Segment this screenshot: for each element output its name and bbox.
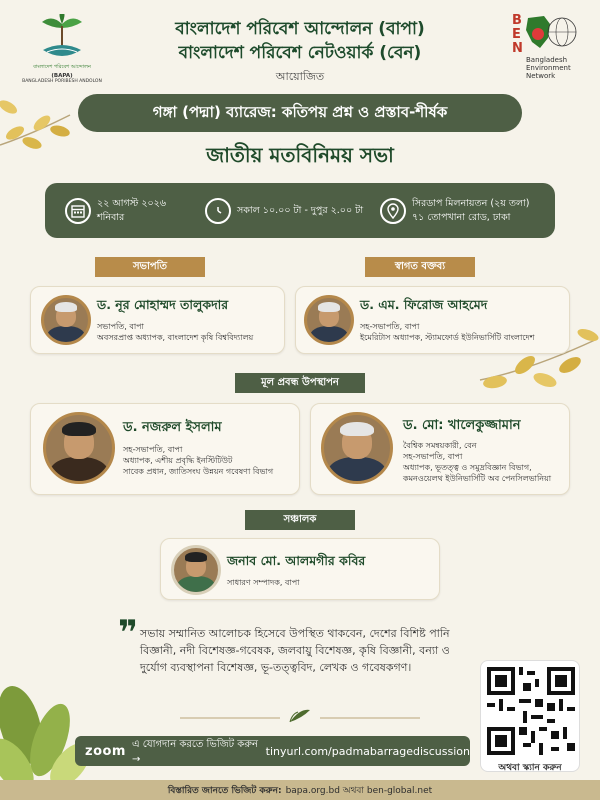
ben-logo xyxy=(510,12,590,80)
org-line-ben: বাংলাদেশ পরিবেশ নেটওয়ার্ক (বেন) xyxy=(178,43,422,63)
calendar-icon xyxy=(65,198,91,224)
clock-icon xyxy=(205,198,231,224)
keynote-speaker-1-photo xyxy=(43,412,115,484)
keynote-card-1 xyxy=(30,403,300,495)
keynote-speaker-2-role-1: বৈশ্বিক সমন্বয়কারী, বেন xyxy=(403,441,477,450)
chair-card xyxy=(30,286,285,354)
event-subtitle: জাতীয় মতবিনিময় সভা xyxy=(206,143,394,167)
event-title-bar xyxy=(78,94,522,132)
keynote-label: মূল প্রবন্ধ উপস্থাপন xyxy=(261,376,339,388)
leaf-divider-icon xyxy=(180,706,420,726)
event-date: ২২ আগস্ট ২০২৬ xyxy=(97,197,167,209)
keynote-speaker-2-photo xyxy=(321,412,393,484)
welcome-speaker-photo xyxy=(304,295,354,345)
event-address: ৭১ তোপখানা রোড, ঢাকা xyxy=(412,211,511,223)
bapa-logo-caption: (BAPA) xyxy=(51,73,73,79)
chair-name: ড. নূর মোহাম্মদ তালুকদার xyxy=(97,297,229,312)
moderator-role: সাধারণ সম্পাদক, বাপা xyxy=(227,578,300,587)
moderator-label: সঞ্চালক xyxy=(283,513,317,525)
welcome-label: স্বাগত বক্তব্য xyxy=(394,260,446,272)
keynote-ribbon xyxy=(235,373,365,393)
welcome-ribbon xyxy=(365,257,475,277)
event-time: সকাল ১০.০০ টা - দুপুর ২.০০ টা xyxy=(237,204,364,216)
keynote-card-2 xyxy=(310,403,570,495)
moderator-name: জনাব মো. আলমগীর কবির xyxy=(227,553,366,568)
location-pin-icon xyxy=(380,198,406,224)
chair-ribbon xyxy=(95,257,205,277)
decorative-leaves-top-left xyxy=(0,95,80,165)
ben-logo-text: Bangladesh Environment Network xyxy=(526,56,571,80)
moderator-ribbon xyxy=(245,510,355,530)
ben-letter-n: N xyxy=(512,41,523,56)
chair-role-2: অবসরপ্রাপ্ত অধ্যাপক, বাংলাদেশ কৃষি বিশ্ববিদ্যালয় xyxy=(97,333,254,342)
footer-label: বিস্তারিত জানতে ভিজিট করুন: xyxy=(167,785,282,796)
moderator-card xyxy=(160,538,440,600)
moderator-photo xyxy=(171,545,221,595)
keynote-speaker-2-role-3: অধ্যাপক, ভূতত্ত্ব ও সমুদ্রবিজ্ঞান বিভাগ, xyxy=(403,463,532,472)
zoom-join-bar[interactable] xyxy=(75,736,470,766)
date-block xyxy=(45,183,205,238)
footer-links[interactable]: bapa.org.bd অথবা ben-global.net xyxy=(285,785,433,796)
welcome-card xyxy=(295,286,570,354)
invitation-text: সভায় সম্মানিত আলোচক হিসেবে উপস্থিত থাকবেন, দেশের বিশিষ্ট পানি বিজ্ঞানী, নদী বিশেষজ্ঞ-গবেষক, জলবায়ু বিশেষজ্ঞ, কৃষি বিজ্ঞানী, বন্যা ও দুর্যোগ ব্যবস্থাপনা বিশেষজ্ঞ, ভূ-তত্ত্ববিদ, লেখক ও গবেষকগণ। xyxy=(140,627,450,674)
org-line-bapa: বাংলাদেশ পরিবেশ আন্দোলন (বাপা) xyxy=(175,19,425,39)
ben-letter-e: E xyxy=(512,27,521,42)
footer-bar xyxy=(0,780,600,800)
keynote-speaker-2-role-2: সহ-সভাপতি, বাপা xyxy=(403,452,463,461)
chair-role-1: সভাপতি, বাপা xyxy=(97,322,144,331)
keynote-speaker-1-name: ড. নজরুল ইসলাম xyxy=(123,420,222,435)
zoom-instruction: এ যোগদান করতে ভিজিট করুন → xyxy=(131,739,258,765)
welcome-speaker-role-1: সহ-সভাপতি, বাপা xyxy=(360,322,420,331)
welcome-speaker-name: ড. এম. ফিরোজ আহমেদ xyxy=(360,297,488,312)
bapa-logo xyxy=(22,14,102,84)
zoom-link[interactable]: tinyurl.com/padmabarragediscussion xyxy=(265,744,470,758)
qr-code-icon xyxy=(487,667,575,755)
time-block xyxy=(205,183,380,238)
venue-block xyxy=(380,183,555,238)
decorative-leaves-bottom-left xyxy=(0,655,90,785)
event-info-bar xyxy=(45,183,555,238)
qr-code-box[interactable] xyxy=(480,660,580,772)
welcome-speaker-role-2: ইমেরিটাস অধ্যাপক, স্ট্যামফোর্ড ইউনিভার্সিটি বাংলাদেশ xyxy=(360,333,535,342)
bapa-logo-text: বাংলাদেশ পরিবেশ আন্দোলন xyxy=(33,64,91,70)
keynote-speaker-1-role-3: সাবেক প্রধান, জাতিসংঘ উন্নয়ন গবেষণা বিভাগ xyxy=(123,467,274,476)
zoom-brand: zoom xyxy=(85,743,126,759)
keynote-speaker-1-role-2: অধ্যাপক, এশীয় প্রবৃদ্ধি ইনস্টিটিউট xyxy=(123,456,233,465)
qr-caption: অথবা স্ক্যান করুন xyxy=(498,763,562,773)
event-day: শনিবার xyxy=(97,211,125,223)
quote-icon: ❞ xyxy=(118,613,138,653)
event-title: গঙ্গা (পদ্মা) ব্যারেজ: কতিপয় প্রশ্ন ও প্রস্তাব-শীর্ষক xyxy=(152,102,448,121)
chair-label: সভাপতি xyxy=(132,260,168,272)
organized-by: আয়োজিত xyxy=(275,70,325,83)
chair-photo xyxy=(41,295,91,345)
keynote-speaker-2-name: ড. মো: খালেকুজ্জামান xyxy=(403,418,521,433)
keynote-speaker-2-role-4: কমনওয়েলথ ইউনিভার্সিটি অব পেনসিলভানিয়া xyxy=(403,474,552,483)
bapa-logo-icon xyxy=(37,14,87,64)
keynote-speaker-1-role-1: সহ-সভাপতি, বাপা xyxy=(123,445,183,454)
bapa-logo-subtitle: BANGLADESH PORIBESH ANDOLON xyxy=(22,79,102,84)
event-venue: সিরডাপ মিলনায়তন (২য় তলা) xyxy=(412,197,530,209)
ben-letter-b: B xyxy=(512,13,522,28)
